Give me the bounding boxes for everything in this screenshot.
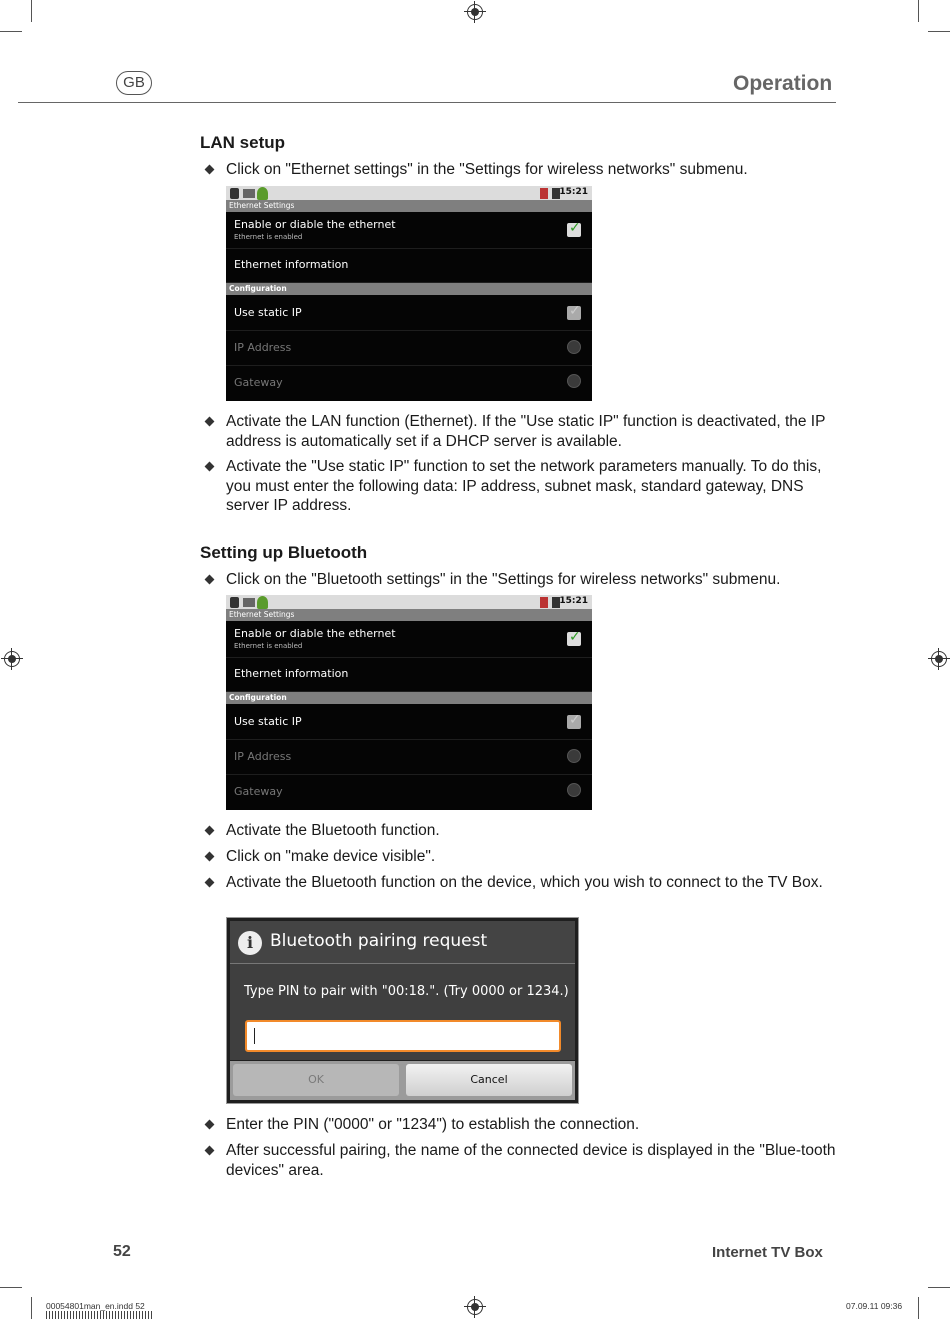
list-item-text: Activate the Bluetooth function on the device, which you wish to connect to the TV Box. xyxy=(226,874,823,891)
setting-sublabel: Ethernet is enabled xyxy=(234,233,303,241)
list-item-text: Click on "make device visible". xyxy=(226,848,436,865)
list-item xyxy=(206,412,836,451)
network-icon xyxy=(540,597,548,608)
dialog-header xyxy=(230,921,575,964)
bullet-diamond-icon xyxy=(205,826,215,836)
dialog-buttons xyxy=(230,1061,575,1100)
registration-mark-icon xyxy=(4,651,20,667)
dialog-message: Type PIN to pair with "00:18.". (Try 0000 or 1234.) xyxy=(244,984,569,999)
bullet-diamond-icon xyxy=(205,852,215,862)
screen-title: Ethernet Settings xyxy=(226,609,592,621)
dialog-title: Bluetooth pairing request xyxy=(270,931,488,951)
dialog-body xyxy=(230,964,575,1060)
crop-mark xyxy=(928,31,950,32)
bullet-diamond-icon xyxy=(205,417,215,427)
bullet-diamond-icon xyxy=(205,165,215,175)
screen-title: Ethernet Settings xyxy=(226,200,592,212)
setting-label: Use static IP xyxy=(234,715,302,728)
cancel-button[interactable]: Cancel xyxy=(406,1064,572,1096)
setting-row-static-ip xyxy=(226,296,592,331)
setting-row-static-ip xyxy=(226,705,592,740)
setting-row-enable xyxy=(226,212,592,249)
configuration-header: Configuration xyxy=(226,283,592,295)
setting-label: Ethernet information xyxy=(234,667,349,680)
registration-mark-icon xyxy=(931,651,947,667)
setting-row-enable xyxy=(226,621,592,658)
list-item-text: Activate the "Use static IP" function to set the network parameters manually. To do this, you must enter the following data: IP address, subnet mask, standard gateway, DNS server IP address. xyxy=(226,458,822,514)
setting-label: Enable or diable the ethernet xyxy=(234,218,396,231)
registration-mark-icon xyxy=(467,1299,483,1315)
bullet-diamond-icon xyxy=(205,878,215,888)
setting-label: IP Address xyxy=(234,750,292,763)
pin-input[interactable] xyxy=(245,1020,561,1052)
checkbox-checked-icon: ✓ xyxy=(569,220,581,236)
list-item xyxy=(206,873,836,893)
setting-label: Gateway xyxy=(234,785,283,798)
crop-mark xyxy=(918,1297,919,1319)
bluetooth-pairing-dialog xyxy=(226,917,579,1104)
slug-date: 07.09.11 09:36 xyxy=(846,1301,903,1311)
setting-row-ip-address xyxy=(226,331,592,366)
list-item xyxy=(206,821,836,841)
android-icon xyxy=(257,596,268,609)
slug-filename: 00054801man_en.indd 52 xyxy=(46,1301,145,1311)
ethernet-settings-screenshot xyxy=(226,186,592,401)
product-name: Internet TV Box xyxy=(712,1244,823,1261)
crop-mark xyxy=(31,1297,32,1319)
list-item xyxy=(206,1115,836,1135)
barcode xyxy=(46,1311,154,1319)
crop-mark xyxy=(0,31,22,32)
setting-row-gateway xyxy=(226,775,592,809)
usb-icon xyxy=(230,188,239,199)
page-number: 52 xyxy=(113,1243,131,1260)
network-icon xyxy=(540,188,548,199)
list-item xyxy=(206,457,836,516)
bullet-diamond-icon xyxy=(205,1146,215,1156)
ok-button[interactable]: OK xyxy=(233,1064,399,1096)
language-badge: GB xyxy=(116,71,152,95)
header-divider xyxy=(18,102,836,103)
setting-label: Ethernet information xyxy=(234,258,349,271)
bullet-diamond-icon xyxy=(205,575,215,585)
crop-mark xyxy=(31,0,32,22)
section-title: Operation xyxy=(733,72,833,95)
registration-mark-icon xyxy=(467,4,483,20)
setting-label: Enable or diable the ethernet xyxy=(234,627,396,640)
setting-label: Use static IP xyxy=(234,306,302,319)
setting-row-info xyxy=(226,658,592,692)
usb-icon xyxy=(230,597,239,608)
notification-icon xyxy=(243,189,255,198)
checkbox-unchecked-icon: ✓ xyxy=(569,712,581,728)
setting-label: IP Address xyxy=(234,341,292,354)
radio-icon xyxy=(567,749,581,763)
text-caret xyxy=(254,1028,255,1044)
setting-label: Gateway xyxy=(234,376,283,389)
checkbox-checked-icon: ✓ xyxy=(569,629,581,645)
configuration-header: Configuration xyxy=(226,692,592,704)
list-item-text: Click on "Ethernet settings" in the "Settings for wireless networks" submenu. xyxy=(226,161,748,178)
notification-icon xyxy=(243,598,255,607)
bluetooth-settings-screenshot xyxy=(226,595,592,810)
list-item-text: After successful pairing, the name of the connected device is displayed in the "Blue-tooth devices" area. xyxy=(226,1142,836,1179)
setting-row-gateway xyxy=(226,366,592,400)
list-item-text: Activate the Bluetooth function. xyxy=(226,822,440,839)
crop-mark xyxy=(918,0,919,22)
radio-icon xyxy=(567,340,581,354)
status-time: 15:21 xyxy=(559,187,588,197)
list-item xyxy=(206,570,836,590)
crop-mark xyxy=(0,1287,22,1288)
status-time: 15:21 xyxy=(559,596,588,606)
setting-sublabel: Ethernet is enabled xyxy=(234,642,303,650)
lan-heading: LAN setup xyxy=(200,133,285,152)
list-item xyxy=(206,1141,836,1180)
radio-icon xyxy=(567,783,581,797)
list-item xyxy=(206,160,836,180)
setting-row-ip-address xyxy=(226,740,592,775)
bullet-diamond-icon xyxy=(205,1120,215,1130)
crop-mark xyxy=(928,1287,950,1288)
checkbox-unchecked-icon: ✓ xyxy=(569,303,581,319)
list-item-text: Click on the "Bluetooth settings" in the "Settings for wireless networks" submenu. xyxy=(226,571,781,588)
radio-icon xyxy=(567,374,581,388)
list-item-text: Activate the LAN function (Ethernet). If the "Use static IP" function is deactivated, the IP address is automatically set if a DHCP server is available. xyxy=(226,413,826,450)
list-item xyxy=(206,847,836,867)
bullet-diamond-icon xyxy=(205,462,215,472)
info-icon: i xyxy=(238,931,262,955)
android-icon xyxy=(257,187,268,200)
setting-row-info xyxy=(226,249,592,283)
bluetooth-heading: Setting up Bluetooth xyxy=(200,543,368,562)
list-item-text: Enter the PIN ("0000" or "1234") to establish the connection. xyxy=(226,1116,640,1133)
